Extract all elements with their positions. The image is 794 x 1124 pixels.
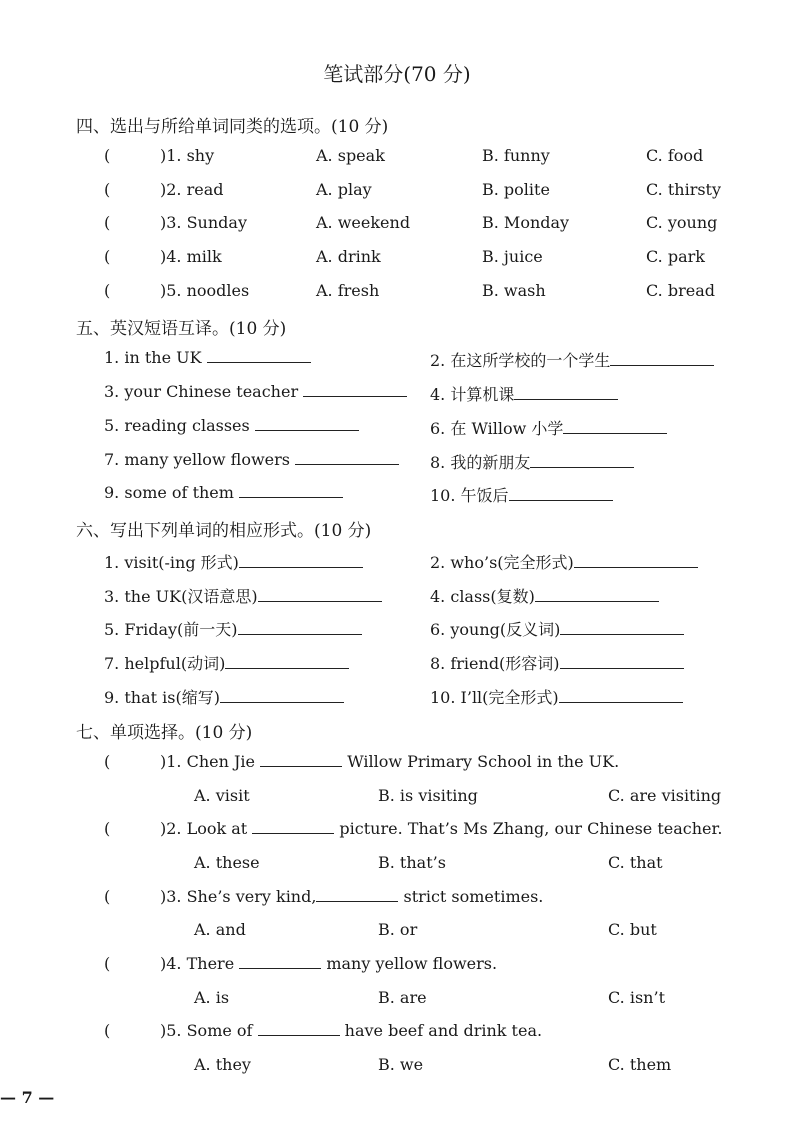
option-c[interactable]: C. isn’t xyxy=(608,988,665,1007)
translation-item xyxy=(104,483,343,502)
option-c[interactable]: C. that xyxy=(608,853,663,872)
question-tail: have beef and drink tea. xyxy=(344,1021,543,1040)
question-word: )1. shy xyxy=(160,146,215,165)
option-c[interactable]: C. them xyxy=(608,1055,672,1074)
answer-blank[interactable] xyxy=(530,453,634,468)
answer-paren: ( xyxy=(104,180,111,199)
section-6-heading: 六、写出下列单词的相应形式。(10 分) xyxy=(76,521,372,541)
option-a: A. drink xyxy=(316,247,381,266)
answer-paren: ( xyxy=(104,281,111,300)
option-a[interactable]: A. they xyxy=(194,1055,251,1074)
option-c[interactable]: C. are visiting xyxy=(608,786,722,805)
item-text: 1. visit(-ing 形式) xyxy=(104,553,239,572)
question-text xyxy=(160,954,497,973)
option-a: A. weekend xyxy=(316,213,411,232)
answer-paren: ( xyxy=(104,213,111,232)
question-lead: )2. Look at xyxy=(160,819,248,838)
option-a: A. speak xyxy=(316,146,385,165)
item-text: 1. in the UK xyxy=(104,348,202,367)
question-lead: )4. There xyxy=(160,954,235,973)
answer-blank[interactable] xyxy=(303,382,407,397)
option-a[interactable]: A. visit xyxy=(194,786,250,805)
question-lead: )1. Chen Jie xyxy=(160,752,255,771)
question-text xyxy=(160,752,619,771)
word-form-item xyxy=(104,617,362,640)
option-b[interactable]: B. are xyxy=(378,988,427,1007)
answer-paren: ( xyxy=(104,752,111,771)
item-text: 8. 我的新朋友 xyxy=(430,453,531,472)
option-a: A. fresh xyxy=(316,281,380,300)
question-word: )3. Sunday xyxy=(160,213,247,232)
option-b: B. funny xyxy=(482,146,550,165)
answer-blank[interactable] xyxy=(560,620,684,635)
question-tail: strict sometimes. xyxy=(403,887,544,906)
answer-paren: ( xyxy=(104,887,111,906)
translation-item xyxy=(104,348,311,367)
answer-blank[interactable] xyxy=(239,954,321,969)
item-text: 10. 午饭后 xyxy=(430,486,509,505)
option-c: C. bread xyxy=(646,281,715,300)
option-a[interactable]: A. these xyxy=(194,853,260,872)
item-text: 3. the UK(汉语意思) xyxy=(104,587,258,606)
translation-item xyxy=(104,450,399,469)
option-b[interactable]: B. that’s xyxy=(378,853,446,872)
word-form-item xyxy=(430,651,684,674)
word-form-item xyxy=(104,550,363,573)
answer-blank[interactable] xyxy=(225,654,349,669)
item-text: 9. some of them xyxy=(104,483,234,502)
item-text: 2. who’s(完全形式) xyxy=(430,553,574,572)
item-text: 9. that is(缩写) xyxy=(104,688,220,707)
item-text: 7. helpful(动词) xyxy=(104,654,226,673)
option-b: B. juice xyxy=(482,247,543,266)
question-tail: many yellow flowers. xyxy=(326,954,498,973)
item-text: 5. Friday(前一天) xyxy=(104,620,238,639)
question-text xyxy=(160,819,722,838)
word-form-item xyxy=(430,685,683,708)
answer-paren: ( xyxy=(104,954,111,973)
item-text: 3. your Chinese teacher xyxy=(104,382,299,401)
question-word: )4. milk xyxy=(160,247,222,266)
item-text: 5. reading classes xyxy=(104,416,250,435)
translation-item xyxy=(430,382,618,405)
page-title: 笔试部分(70 分) xyxy=(323,62,471,86)
option-b[interactable]: B. is visiting xyxy=(378,786,478,805)
question-lead: )3. She’s very kind, xyxy=(160,887,317,906)
answer-blank[interactable] xyxy=(509,486,613,501)
question-text xyxy=(160,887,543,906)
answer-blank[interactable] xyxy=(220,688,344,703)
answer-blank[interactable] xyxy=(255,416,359,431)
option-b: B. wash xyxy=(482,281,546,300)
translation-item xyxy=(430,348,714,371)
question-lead: )5. Some of xyxy=(160,1021,253,1040)
item-text: 4. 计算机课 xyxy=(430,385,515,404)
question-tail: Willow Primary School in the UK. xyxy=(347,752,620,771)
answer-blank[interactable] xyxy=(295,450,399,465)
word-form-item xyxy=(104,651,349,674)
option-a[interactable]: A. and xyxy=(194,920,246,939)
translation-item xyxy=(430,416,667,439)
item-text: 4. class(复数) xyxy=(430,587,535,606)
word-form-item xyxy=(430,550,698,573)
word-form-item xyxy=(104,584,382,607)
item-text: 2. 在这所学校的一个学生 xyxy=(430,351,611,370)
answer-blank[interactable] xyxy=(559,688,683,703)
option-b[interactable]: B. we xyxy=(378,1055,424,1074)
answer-blank[interactable] xyxy=(610,351,714,366)
option-a[interactable]: A. is xyxy=(194,988,230,1007)
question-word: )2. read xyxy=(160,180,224,199)
item-text: 6. young(反义词) xyxy=(430,620,561,639)
page-number: — 7 — xyxy=(0,1088,55,1107)
answer-blank[interactable] xyxy=(260,752,342,767)
answer-blank[interactable] xyxy=(560,654,684,669)
answer-paren: ( xyxy=(104,146,111,165)
word-form-item xyxy=(104,685,344,708)
answer-paren: ( xyxy=(104,819,111,838)
translation-item xyxy=(430,450,634,473)
option-c: C. food xyxy=(646,146,704,165)
item-text: 10. I’ll(完全形式) xyxy=(430,688,559,707)
answer-blank[interactable] xyxy=(574,553,698,568)
answer-blank[interactable] xyxy=(207,348,311,363)
answer-paren: ( xyxy=(104,1021,111,1040)
answer-blank[interactable] xyxy=(316,887,398,902)
translation-item xyxy=(104,382,407,401)
question-tail: picture. That’s Ms Zhang, our Chinese teacher. xyxy=(339,819,723,838)
answer-blank[interactable] xyxy=(258,587,382,602)
option-c[interactable]: C. but xyxy=(608,920,657,939)
answer-blank[interactable] xyxy=(239,553,363,568)
option-a: A. play xyxy=(316,180,372,199)
option-c: C. thirsty xyxy=(646,180,722,199)
question-word: )5. noodles xyxy=(160,281,250,300)
option-b[interactable]: B. or xyxy=(378,920,418,939)
answer-paren: ( xyxy=(104,247,111,266)
word-form-item xyxy=(430,617,684,640)
section-5-heading: 五、英汉短语互译。(10 分) xyxy=(76,319,287,339)
answer-blank[interactable] xyxy=(514,385,618,400)
word-form-item xyxy=(430,584,659,607)
answer-blank[interactable] xyxy=(238,620,362,635)
translation-item xyxy=(430,483,613,506)
section-7-heading: 七、单项选择。(10 分) xyxy=(76,723,253,743)
answer-blank[interactable] xyxy=(239,483,343,498)
option-c: C. young xyxy=(646,213,718,232)
question-text xyxy=(160,1021,542,1040)
option-b: B. polite xyxy=(482,180,550,199)
answer-blank[interactable] xyxy=(535,587,659,602)
section-4-heading: 四、选出与所给单词同类的选项。(10 分) xyxy=(76,117,389,137)
answer-blank[interactable] xyxy=(563,419,667,434)
item-text: 8. friend(形容词) xyxy=(430,654,560,673)
item-text: 6. 在 Willow 小学 xyxy=(430,419,564,438)
option-c: C. park xyxy=(646,247,705,266)
item-text: 7. many yellow flowers xyxy=(104,450,290,469)
option-b: B. Monday xyxy=(482,213,570,232)
answer-blank[interactable] xyxy=(252,819,334,834)
translation-item xyxy=(104,416,359,435)
answer-blank[interactable] xyxy=(258,1021,340,1036)
